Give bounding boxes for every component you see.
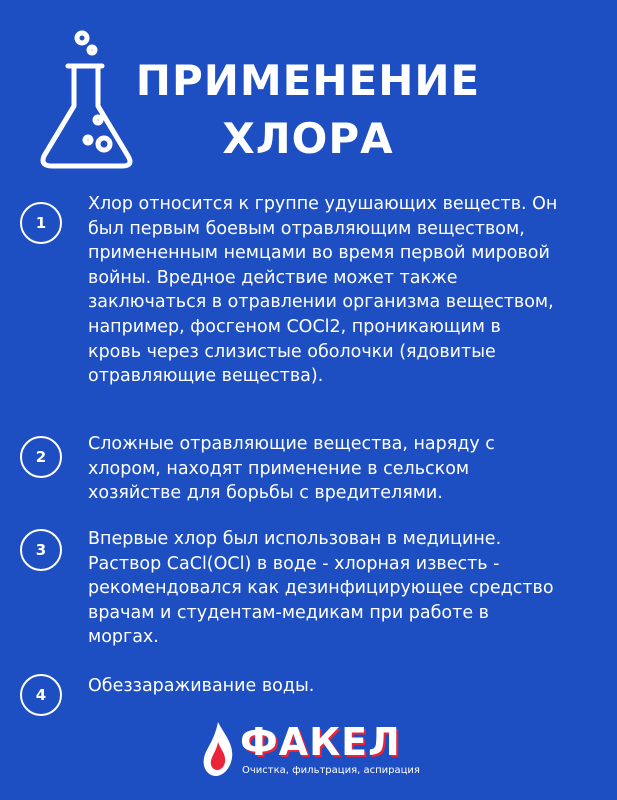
brand-tagline: Очистка, фильтрация, аспирация xyxy=(242,765,420,776)
item-text: Сложные отравляющие вещества, наряду с хлором, находят применение в сельском хозяйстве для борьбы с вредителями. xyxy=(88,434,495,504)
number-badge: 3 xyxy=(20,529,62,571)
page-title xyxy=(118,52,498,168)
item-text: Впервые хлор был использован в медицине. Раствор CaCl(OCl) в воде - хлорная известь - рекомендовался как дезинфицирующее средство врачам и студентам-медикам при работе в моргах. xyxy=(88,529,554,648)
title-line-1: ПРИМЕНЕНИЕ xyxy=(135,56,481,105)
brand-logo xyxy=(198,718,438,788)
item-text: Хлор относится к группе удушающих веществ. Он был первым боевым отравляющим веществом, примененным немцами во время первой мировой войны. Вредное действие может также заключаться в отравлении организма веществом, например, фосгеном COCl2, проникающим в кровь через слизистые оболочки (ядовитые отравляющие вещества). xyxy=(88,194,558,387)
header xyxy=(0,0,617,190)
brand-name: ФАКЕЛ xyxy=(240,720,401,764)
number-badge: 1 xyxy=(20,202,62,244)
flame-drop-icon xyxy=(198,720,238,780)
title-line-2: ХЛОРА xyxy=(222,114,394,163)
item-text: Обеззараживание воды. xyxy=(88,676,315,696)
number-badge: 4 xyxy=(20,674,62,716)
number-badge: 2 xyxy=(20,436,62,478)
